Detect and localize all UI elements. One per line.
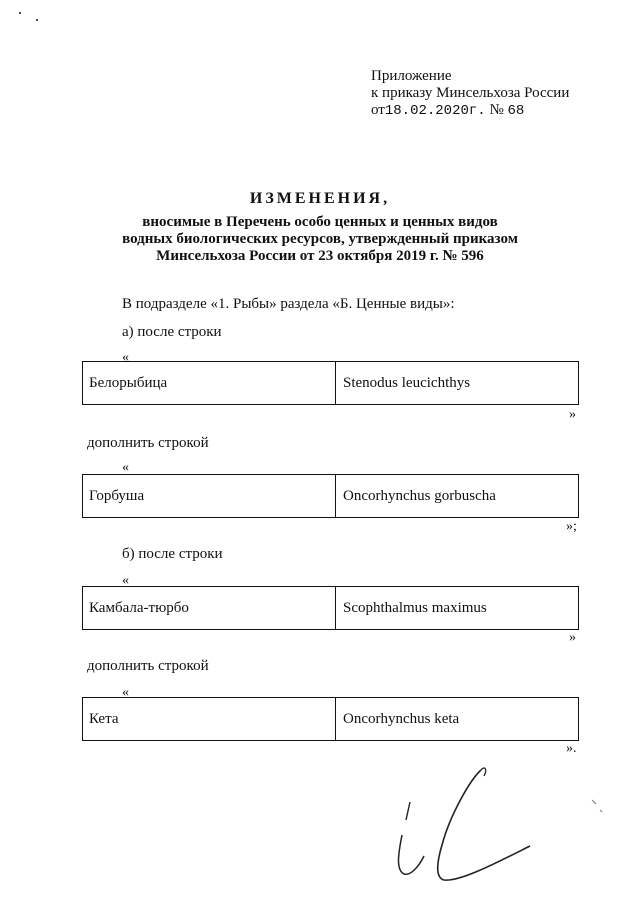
table-row-1	[82, 361, 579, 405]
species-latin-name: Oncorhynchus keta	[343, 710, 460, 727]
quote-close-4: ».	[566, 741, 577, 756]
appendix-date: 18.02.2020г.	[384, 103, 486, 119]
quote-open-1: «	[122, 350, 129, 365]
intro-paragraph: В подразделе «1. Рыбы» раздела «Б. Ценные виды»:	[122, 296, 455, 312]
species-common-name: Кета	[83, 698, 336, 740]
appendix-number-label: №	[489, 102, 504, 118]
appendix-order-ref: к приказу Минсельхоза России	[371, 85, 570, 101]
appendix-header	[371, 68, 569, 119]
quote-close-2: »;	[566, 519, 577, 534]
appendix-number: 68	[507, 103, 525, 119]
table-row-2	[82, 474, 579, 518]
appendix-date-number	[371, 102, 569, 119]
title-line-1: вносимые в Перечень особо ценных и ценных видов	[142, 214, 498, 230]
item-b-label: б) после строки	[122, 546, 223, 562]
species-latin-name: Stenodus leucichthys	[343, 374, 471, 391]
quote-close-3: »	[569, 630, 576, 645]
table-row-4	[82, 697, 579, 741]
scan-speck	[19, 12, 21, 14]
supplement-label-1: дополнить строкой	[87, 435, 209, 451]
scan-speck	[36, 19, 38, 21]
species-common-name: Камбала-тюрбо	[83, 587, 336, 629]
species-latin-name: Scophthalmus maximus	[343, 599, 487, 616]
document-title: ИЗМЕНЕНИЯ,	[249, 190, 391, 207]
title-line-3: Минсельхоза России от 23 октября 2019 г. № 596	[156, 248, 484, 264]
quote-open-4: «	[122, 685, 129, 700]
title-line-2: водных биологических ресурсов, утвержденный приказом	[122, 231, 518, 247]
supplement-label-2: дополнить строкой	[87, 658, 209, 674]
species-common-name: Белорыбица	[83, 362, 336, 404]
quote-open-2: «	[122, 460, 129, 475]
quote-open-3: «	[122, 573, 129, 588]
document-title-block	[0, 190, 640, 265]
appendix-from: от	[371, 102, 385, 118]
table-row-3	[82, 586, 579, 630]
species-latin-name: Oncorhynchus gorbuscha	[343, 487, 496, 504]
species-common-name: Горбуша	[83, 475, 336, 517]
signature-image	[380, 760, 620, 900]
appendix-title: Приложение	[371, 68, 452, 84]
quote-close-1: »	[569, 407, 576, 422]
item-a-label: а) после строки	[122, 324, 222, 340]
